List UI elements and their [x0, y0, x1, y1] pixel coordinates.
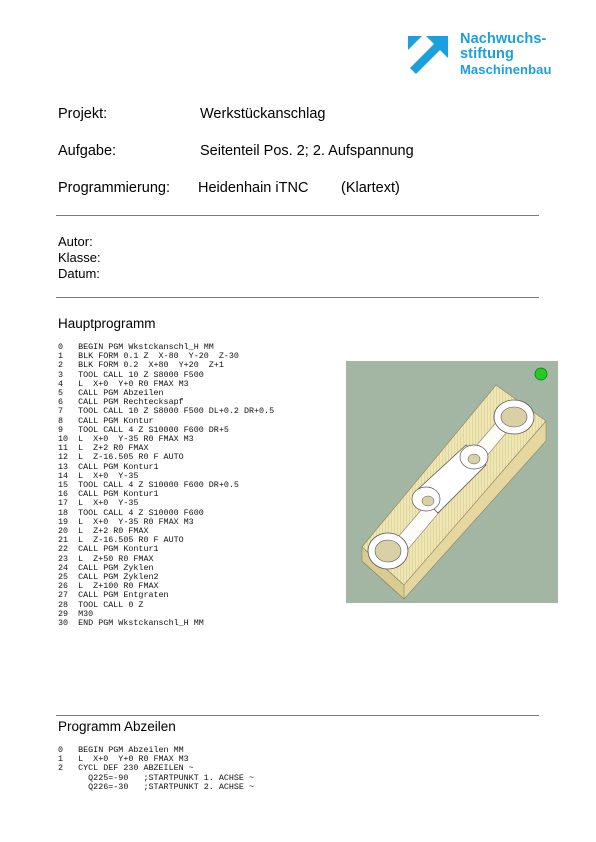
aufgabe-label: Aufgabe: [58, 143, 117, 159]
logo-line-3: Maschinenbau [460, 62, 552, 77]
abzeilen-title: Programm Abzeilen [58, 719, 176, 734]
programmierung-note: (Klartext) [341, 180, 400, 196]
arrow-logo-icon [404, 32, 452, 80]
divider [56, 297, 539, 298]
projekt-value: Werkstückanschlag [200, 106, 326, 122]
workpiece-rendering-svg [346, 361, 558, 603]
programmierung-value: Heidenhain iTNC [198, 180, 309, 196]
status-indicator-icon [535, 368, 547, 380]
divider [56, 715, 539, 716]
workpiece-rendering [346, 361, 558, 603]
meta-block [58, 234, 101, 282]
logo-line-1: Nachwuchs- [460, 31, 547, 47]
programmierung-label: Programmierung: [58, 180, 171, 196]
divider [56, 215, 539, 216]
projekt-label: Projekt: [58, 106, 108, 122]
logo [404, 32, 574, 80]
logo-line-2: stiftung [460, 46, 514, 62]
datum-label: Datum: [58, 266, 100, 281]
autor-label: Autor: [58, 234, 93, 249]
hauptprogramm-title: Hauptprogramm [58, 316, 156, 331]
klasse-label: Klasse: [58, 250, 101, 265]
hauptprogramm-code: 0 BEGIN PGM Wkstckanschl_H MM 1 BLK FORM 0.1 Z X-80 Y-20 Z-30 2 BLK FORM 0.2 X+80 Y+20 Z+1 3 TOOL CALL 10 Z S8000 F500 4 L X+0 Y+0 R0 FMAX M3 5 CALL PGM Abzeilen 6 CALL PGM Rechtecksapf 7 TOOL CALL 10 Z S8000 F500 DL+0.2 DR+0.5 8 CALL PGM Kontur 9 TOOL CALL 4 Z S10000 F600 DR+5 10 L X+0 Y-35 R0 FMAX M3 11 L Z+2 R0 FMAX 12 L Z-16.505 R0 F AUTO 13 CALL PGM Kontur1 14 L X+0 Y-35 15 TOOL CALL 4 Z S10000 F600 DR+0.5 16 CALL PGM Kontur1 17 L X+0 Y-35 18 TOOL CALL 4 Z S10000 F600 19 L X+0 Y-35 R0 FMAX M3 20 L Z+2 R0 FMAX 21 L Z-16.505 R0 F AUTO 22 CALL PGM Kontur1 23 L Z+50 R0 FMAX 24 CALL PGM Zyklen 25 CALL PGM Zyklen2 26 L Z+100 R0 FMAX 27 CALL PGM Entgraten 28 TOOL CALL 0 Z 29 M30 30 END PGM Wkstckanschl_H MM [58, 342, 275, 629]
logo-wordmark [460, 32, 552, 77]
abzeilen-code: 0 BEGIN PGM Abzeilen MM 1 L X+0 Y+0 R0 FMAX M3 2 CYCL DEF 230 ABZEILEN ~ Q225=-90 ;STARTPUNKT 1. ACHSE ~ Q226=-30 ;STARTPUNKT 2. ACHSE ~ [58, 745, 255, 792]
aufgabe-value: Seitenteil Pos. 2; 2. Aufspannung [200, 143, 414, 159]
